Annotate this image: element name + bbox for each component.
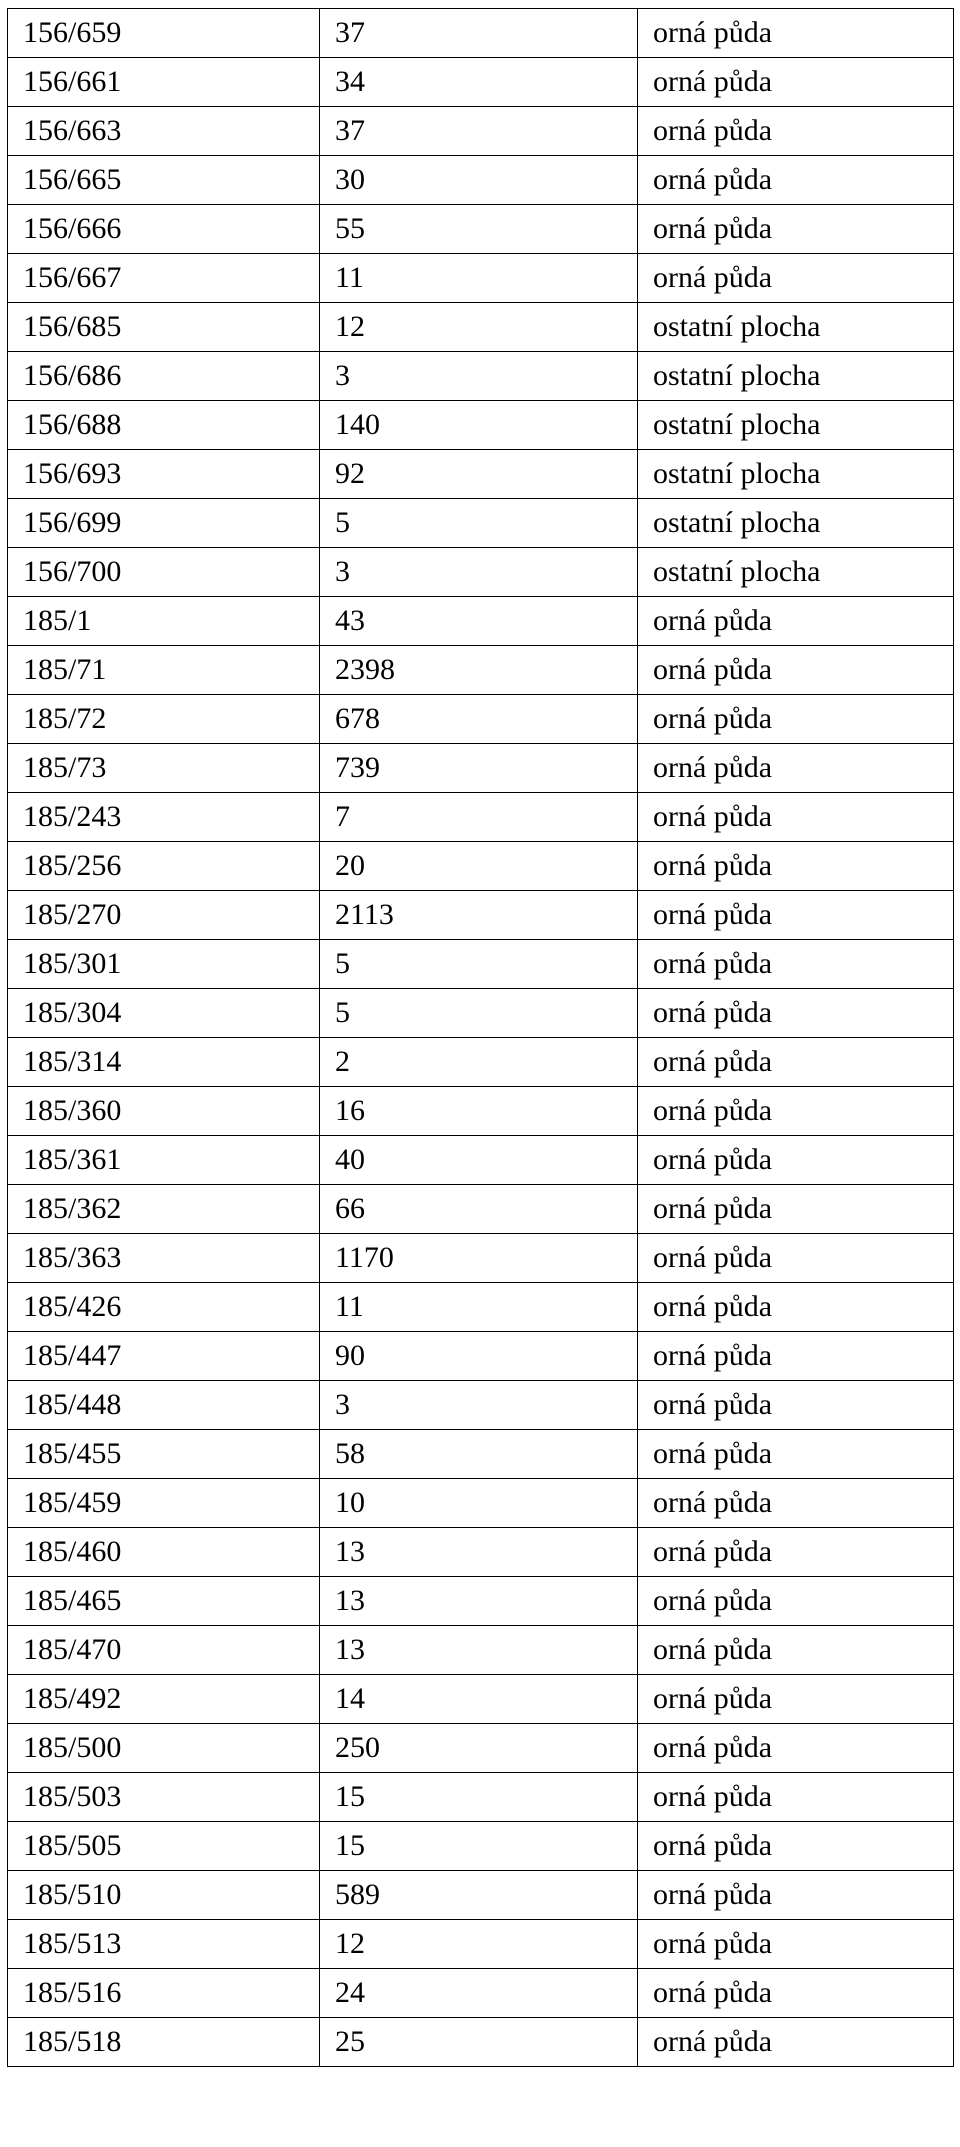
area-cell: 5 [320, 989, 638, 1038]
table-row [8, 989, 954, 1038]
parcel-number-cell: 185/510 [8, 1871, 320, 1920]
table-row [8, 1332, 954, 1381]
land-type-cell: orná půda [638, 744, 954, 793]
area-cell: 20 [320, 842, 638, 891]
area-cell: 3 [320, 548, 638, 597]
table-row [8, 1822, 954, 1871]
land-type-cell: orná půda [638, 1136, 954, 1185]
land-type-cell: ostatní plocha [638, 450, 954, 499]
land-type-cell: orná půda [638, 156, 954, 205]
land-type-cell: orná půda [638, 205, 954, 254]
land-type-cell: orná půda [638, 1185, 954, 1234]
parcel-number-cell: 185/513 [8, 1920, 320, 1969]
area-cell: 40 [320, 1136, 638, 1185]
land-type-cell: orná půda [638, 989, 954, 1038]
land-type-cell: orná půda [638, 793, 954, 842]
land-type-cell: orná půda [638, 1283, 954, 1332]
area-cell: 34 [320, 58, 638, 107]
land-type-cell: ostatní plocha [638, 548, 954, 597]
area-cell: 15 [320, 1773, 638, 1822]
table-row [8, 793, 954, 842]
parcel-number-cell: 185/1 [8, 597, 320, 646]
area-cell: 12 [320, 1920, 638, 1969]
parcel-number-cell: 156/686 [8, 352, 320, 401]
land-type-cell: ostatní plocha [638, 303, 954, 352]
table-row [8, 1283, 954, 1332]
table-row [8, 1234, 954, 1283]
parcel-number-cell: 185/465 [8, 1577, 320, 1626]
area-cell: 30 [320, 156, 638, 205]
table-row [8, 499, 954, 548]
parcel-number-cell: 185/72 [8, 695, 320, 744]
land-type-cell: orná půda [638, 1920, 954, 1969]
table-row [8, 1675, 954, 1724]
area-cell: 37 [320, 9, 638, 58]
area-cell: 24 [320, 1969, 638, 2018]
land-type-cell: orná půda [638, 1381, 954, 1430]
land-type-cell: orná půda [638, 1528, 954, 1577]
table-row [8, 1871, 954, 1920]
table-row [8, 1920, 954, 1969]
table-row [8, 695, 954, 744]
parcel-number-cell: 156/661 [8, 58, 320, 107]
area-cell: 3 [320, 352, 638, 401]
table-row [8, 1724, 954, 1773]
table-row [8, 205, 954, 254]
parcel-number-cell: 185/360 [8, 1087, 320, 1136]
land-type-cell: orná půda [638, 1675, 954, 1724]
table-row [8, 352, 954, 401]
area-cell: 2113 [320, 891, 638, 940]
area-cell: 15 [320, 1822, 638, 1871]
area-cell: 11 [320, 254, 638, 303]
land-type-cell: orná půda [638, 1430, 954, 1479]
area-cell: 13 [320, 1577, 638, 1626]
parcel-number-cell: 156/700 [8, 548, 320, 597]
table-row [8, 9, 954, 58]
area-cell: 43 [320, 597, 638, 646]
parcel-number-cell: 185/243 [8, 793, 320, 842]
land-type-cell: orná půda [638, 695, 954, 744]
land-type-cell: orná půda [638, 1773, 954, 1822]
area-cell: 2398 [320, 646, 638, 695]
parcel-number-cell: 156/667 [8, 254, 320, 303]
area-cell: 2 [320, 1038, 638, 1087]
area-cell: 678 [320, 695, 638, 744]
parcel-number-cell: 185/455 [8, 1430, 320, 1479]
parcel-number-cell: 156/688 [8, 401, 320, 450]
land-type-cell: orná půda [638, 842, 954, 891]
table-row [8, 646, 954, 695]
parcel-number-cell: 156/665 [8, 156, 320, 205]
land-type-cell: orná půda [638, 58, 954, 107]
parcel-number-cell: 185/460 [8, 1528, 320, 1577]
table-row [8, 1185, 954, 1234]
parcel-number-cell: 185/361 [8, 1136, 320, 1185]
table-row [8, 58, 954, 107]
area-cell: 589 [320, 1871, 638, 1920]
parcel-number-cell: 185/516 [8, 1969, 320, 2018]
parcel-number-cell: 185/314 [8, 1038, 320, 1087]
parcel-number-cell: 185/301 [8, 940, 320, 989]
table-row [8, 548, 954, 597]
area-cell: 7 [320, 793, 638, 842]
parcel-number-cell: 156/666 [8, 205, 320, 254]
land-type-cell: orná půda [638, 1969, 954, 2018]
table-row [8, 450, 954, 499]
land-type-cell: orná půda [638, 1724, 954, 1773]
parcel-number-cell: 185/518 [8, 2018, 320, 2067]
parcel-number-cell: 185/503 [8, 1773, 320, 1822]
land-type-cell: orná půda [638, 1087, 954, 1136]
area-cell: 10 [320, 1479, 638, 1528]
table-row [8, 1087, 954, 1136]
parcel-number-cell: 185/256 [8, 842, 320, 891]
table-row [8, 1773, 954, 1822]
area-cell: 25 [320, 2018, 638, 2067]
parcel-number-cell: 185/73 [8, 744, 320, 793]
table-row [8, 1969, 954, 2018]
area-cell: 13 [320, 1626, 638, 1675]
land-type-cell: orná půda [638, 1626, 954, 1675]
parcel-number-cell: 156/659 [8, 9, 320, 58]
table-row [8, 1479, 954, 1528]
area-cell: 90 [320, 1332, 638, 1381]
table-row [8, 254, 954, 303]
parcel-number-cell: 156/699 [8, 499, 320, 548]
land-type-cell: orná půda [638, 940, 954, 989]
parcel-number-cell: 185/448 [8, 1381, 320, 1430]
parcel-number-cell: 185/362 [8, 1185, 320, 1234]
land-type-cell: orná půda [638, 646, 954, 695]
area-cell: 92 [320, 450, 638, 499]
table-row [8, 303, 954, 352]
land-type-cell: ostatní plocha [638, 499, 954, 548]
land-type-cell: orná půda [638, 1871, 954, 1920]
area-cell: 3 [320, 1381, 638, 1430]
land-type-cell: ostatní plocha [638, 401, 954, 450]
area-cell: 11 [320, 1283, 638, 1332]
parcel-number-cell: 185/505 [8, 1822, 320, 1871]
land-type-cell: orná půda [638, 254, 954, 303]
table-row [8, 2018, 954, 2067]
land-type-cell: orná půda [638, 107, 954, 156]
land-type-cell: ostatní plocha [638, 352, 954, 401]
land-type-cell: orná půda [638, 9, 954, 58]
parcel-number-cell: 156/693 [8, 450, 320, 499]
table-row [8, 597, 954, 646]
table-row [8, 940, 954, 989]
table-row [8, 1626, 954, 1675]
area-cell: 5 [320, 499, 638, 548]
table-row [8, 1136, 954, 1185]
parcel-number-cell: 185/492 [8, 1675, 320, 1724]
area-cell: 739 [320, 744, 638, 793]
parcel-number-cell: 185/470 [8, 1626, 320, 1675]
table-row [8, 744, 954, 793]
area-cell: 14 [320, 1675, 638, 1724]
table-row [8, 1038, 954, 1087]
area-cell: 250 [320, 1724, 638, 1773]
land-type-cell: orná půda [638, 1234, 954, 1283]
parcel-table-body [8, 9, 954, 2067]
land-type-cell: orná půda [638, 1479, 954, 1528]
land-type-cell: orná půda [638, 1038, 954, 1087]
land-type-cell: orná půda [638, 891, 954, 940]
parcel-number-cell: 185/459 [8, 1479, 320, 1528]
table-row [8, 842, 954, 891]
parcel-number-cell: 185/500 [8, 1724, 320, 1773]
parcel-number-cell: 185/447 [8, 1332, 320, 1381]
parcel-table [7, 8, 954, 2067]
area-cell: 1170 [320, 1234, 638, 1283]
table-row [8, 107, 954, 156]
parcel-number-cell: 185/363 [8, 1234, 320, 1283]
table-row [8, 1528, 954, 1577]
parcel-number-cell: 185/270 [8, 891, 320, 940]
land-type-cell: orná půda [638, 2018, 954, 2067]
area-cell: 5 [320, 940, 638, 989]
table-row [8, 156, 954, 205]
area-cell: 12 [320, 303, 638, 352]
area-cell: 16 [320, 1087, 638, 1136]
parcel-number-cell: 185/426 [8, 1283, 320, 1332]
land-type-cell: orná půda [638, 597, 954, 646]
table-row [8, 1430, 954, 1479]
table-row [8, 891, 954, 940]
parcel-number-cell: 156/685 [8, 303, 320, 352]
area-cell: 13 [320, 1528, 638, 1577]
land-type-cell: orná půda [638, 1332, 954, 1381]
parcel-number-cell: 185/304 [8, 989, 320, 1038]
parcel-number-cell: 156/663 [8, 107, 320, 156]
area-cell: 66 [320, 1185, 638, 1234]
land-type-cell: orná půda [638, 1577, 954, 1626]
area-cell: 140 [320, 401, 638, 450]
land-type-cell: orná půda [638, 1822, 954, 1871]
area-cell: 37 [320, 107, 638, 156]
area-cell: 55 [320, 205, 638, 254]
table-row [8, 401, 954, 450]
table-row [8, 1577, 954, 1626]
parcel-number-cell: 185/71 [8, 646, 320, 695]
table-row [8, 1381, 954, 1430]
area-cell: 58 [320, 1430, 638, 1479]
